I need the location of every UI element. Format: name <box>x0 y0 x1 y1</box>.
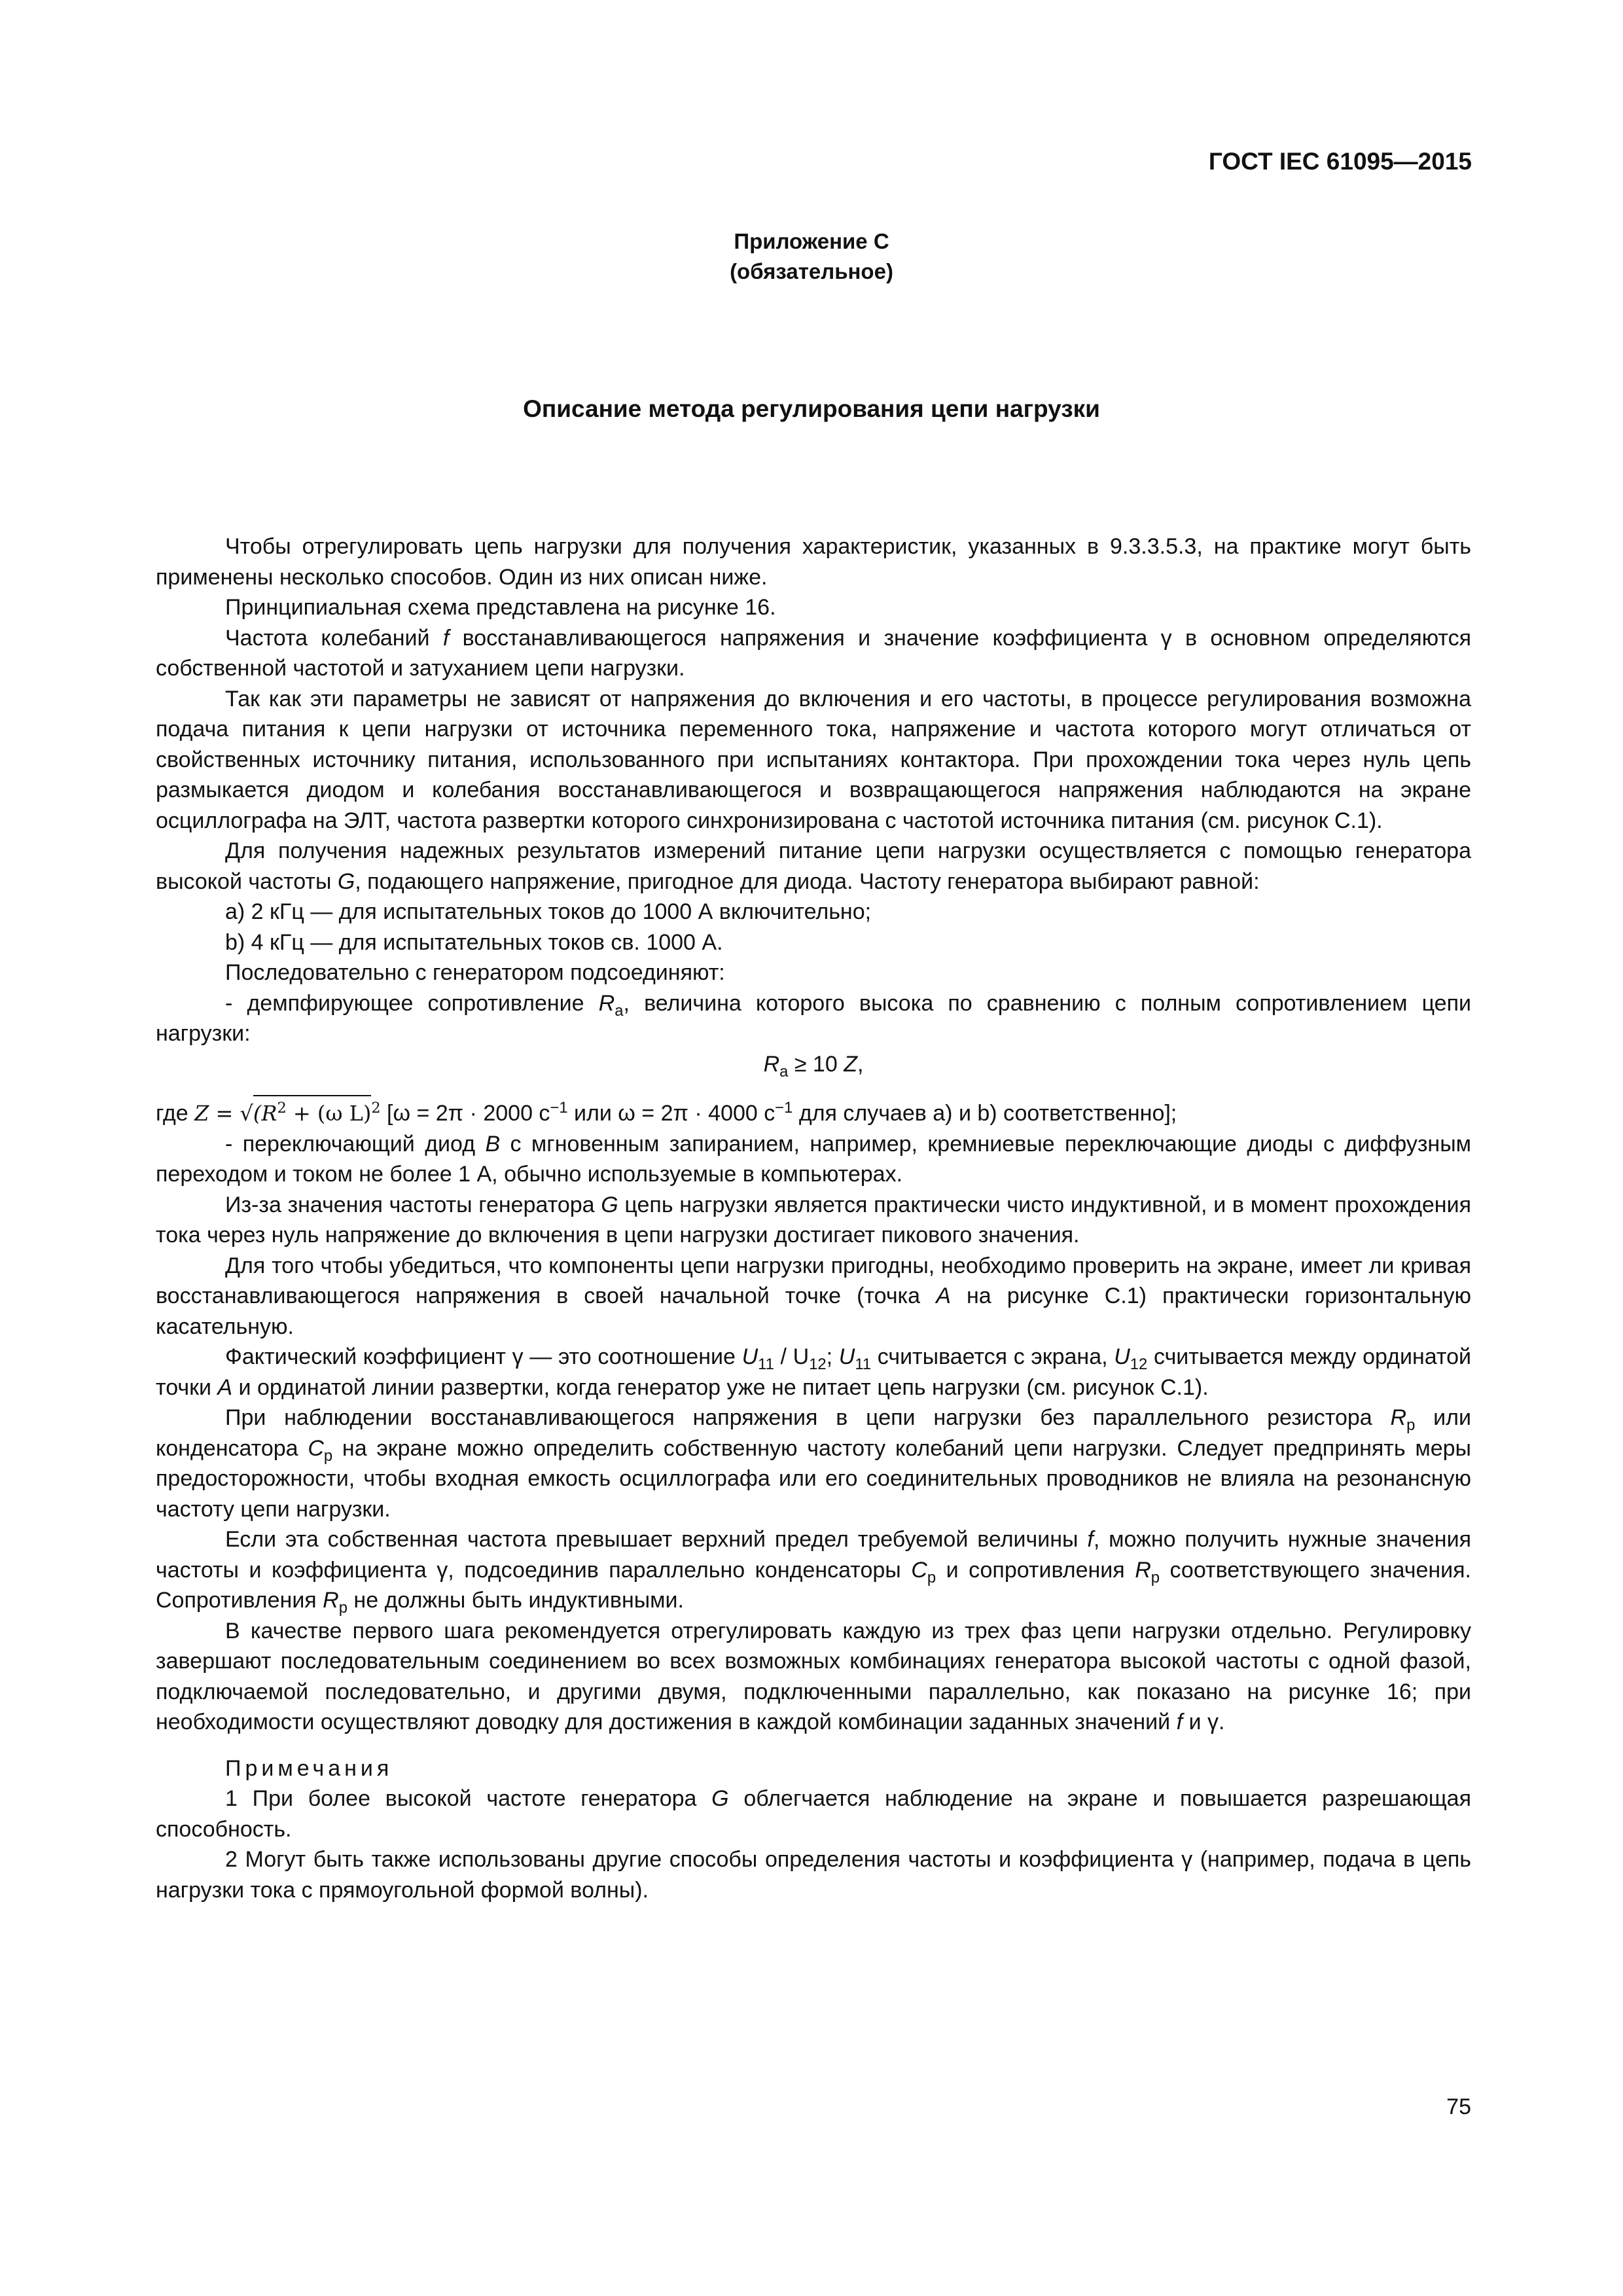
note: 1 При более высокой частоте генератора G облегчается наблюдение на экране и повышается разрешающая способность. <box>156 1786 1471 1842</box>
paragraph: Частота колебаний f восстанавливающегося напряжения и значение коэффициента γ в основном определяются собственной частотой и затуханием цепи нагрузки. <box>156 625 1471 681</box>
paragraph: Последовательно с генератором подсоединяют: <box>225 960 725 985</box>
body-text <box>156 531 1471 1905</box>
standard-code: ГОСТ IEC 61095—2015 <box>1208 148 1472 175</box>
paragraph: Принципиальная схема представлена на рисунке 16. <box>225 595 776 620</box>
paragraph: В качестве первого шага рекомендуется отрегулировать каждую из трех фаз цепи нагрузки отдельно. Регулировку завершают последовательным соединением во всех возможных комбинациях генератора высокой частоты с одной фазой, подключаемой последовательно, и другими двумя, подключенными параллельно, как показано на рисунке 16; при необходимости осуществляют доводку для достижения в каждой комбинации заданных значений f и γ. <box>156 1618 1471 1734</box>
note: 2 Могут быть также использованы другие способы определения частоты и коэффициента γ (например, подача в цепь нагрузки тока с прямоугольной формой волны). <box>156 1847 1471 1903</box>
paragraph: Из-за значения частоты генератора G цепь нагрузки является практически чисто индуктивной, и в момент прохождения тока через нуль напряжение до включения в цепи нагрузки достигает пикового значения. <box>156 1192 1471 1247</box>
appendix-heading <box>0 226 1623 287</box>
section-title: Описание метода регулирования цепи нагрузки <box>523 395 1100 422</box>
paragraph: - демпфирующее сопротивление $R_a$, величина которого высока по сравнению с полным сопротивлением цепи нагрузки: <box>156 990 1471 1046</box>
appendix-status: (обязательное) <box>730 259 893 283</box>
paragraph: При наблюдении восстанавливающегося напряжения в цепи нагрузки без параллельного резистора $R_p$ или конденсатора $C_p$ на экране можно определить собственную частоту колебаний цепи нагрузки. Следует предпринять меры предосторожности, чтобы входная емкость осциллографа или его соединительных проводников не влияла на резонансную частоту цепи нагрузки. <box>156 1405 1471 1522</box>
paragraph: Так как эти параметры не зависят от напряжения до включения и его частоты, в процессе регулирования возможна подача питания к цепи нагрузки от источника переменного тока, напряжение и частота которого могут отличаться от свойственных источнику питания, использованного при испытаниях контактора. При прохождении тока через нуль цепь размыкается диодом и колебания восстанавливающегося и возвращающегося напряжения наблюдаются на экране осциллографа на ЭЛТ, частота развертки которого синхронизирована с частотой источника питания (см. рисунок С.1). <box>156 686 1471 833</box>
notes-heading: Примечания <box>225 1755 393 1781</box>
appendix-label: Приложение С <box>734 229 889 253</box>
paragraph: - переключающий диод B с мгновенным запиранием, например, кремниевые переключающие диоды с диффузным переходом и током не более 1 А, обычно используемые в компьютерах. <box>156 1131 1472 1187</box>
paragraph: Чтобы отрегулировать цепь нагрузки для получения характеристик, указанных в 9.3.3.5.3, на практике могут быть применены несколько способов. Один из них описан ниже. <box>156 534 1471 590</box>
page-number: 75 <box>1446 2094 1471 2119</box>
list-item: a) 2 кГц — для испытательных токов до 1000 А включительно; <box>225 899 872 924</box>
paragraph: Для получения надежных результатов измерений питание цепи нагрузки осуществляется с помощью генератора высокой частоты G, подающего напряжение, пригодное для диода. Частоту генератора выбирают равной: <box>156 838 1471 894</box>
list-item: b) 4 кГц — для испытательных токов св. 1000 А. <box>225 929 723 955</box>
paragraph: Если эта собственная частота превышает верхний предел требуемой величины f, можно получить нужные значения частоты и коэффициента γ, подсоединив параллельно конденсаторы $C_p$ и сопротивления $R_p$ соответствующего значения. Сопротивления $R_p$ не должны быть индуктивными. <box>156 1527 1471 1617</box>
formula-line: где $Z = √(R^2 + (\omega$ L)$^2$ [ω = 2π · 2000 $с^{-1}$ или ω = 2π · 4000 $с^{-1}$ для случаев а) и b) соответственно]; <box>156 1095 1471 1129</box>
paragraph: Для того чтобы убедиться, что компоненты цепи нагрузки пригодны, необходимо проверить на экране, имеет ли кривая восстанавливающегося напряжения в своей начальной точке (точка А на рисунке С.1) практически горизонтальную касательную. <box>156 1253 1472 1339</box>
equation: $R_a \ge 10$ Z, <box>763 1051 864 1081</box>
paragraph: Фактический коэффициент γ — это соотношение $U_{11} / U_{12}$; $U_{11}$ считывается с экрана, $U_{12}$ считывается между ординатой точки А и ординатой линии развертки, когда генератор уже не питает цепь нагрузки (см. рисунок С.1). <box>156 1344 1471 1400</box>
radical: ($R^2 + (\omega$ L) <box>253 1095 371 1129</box>
